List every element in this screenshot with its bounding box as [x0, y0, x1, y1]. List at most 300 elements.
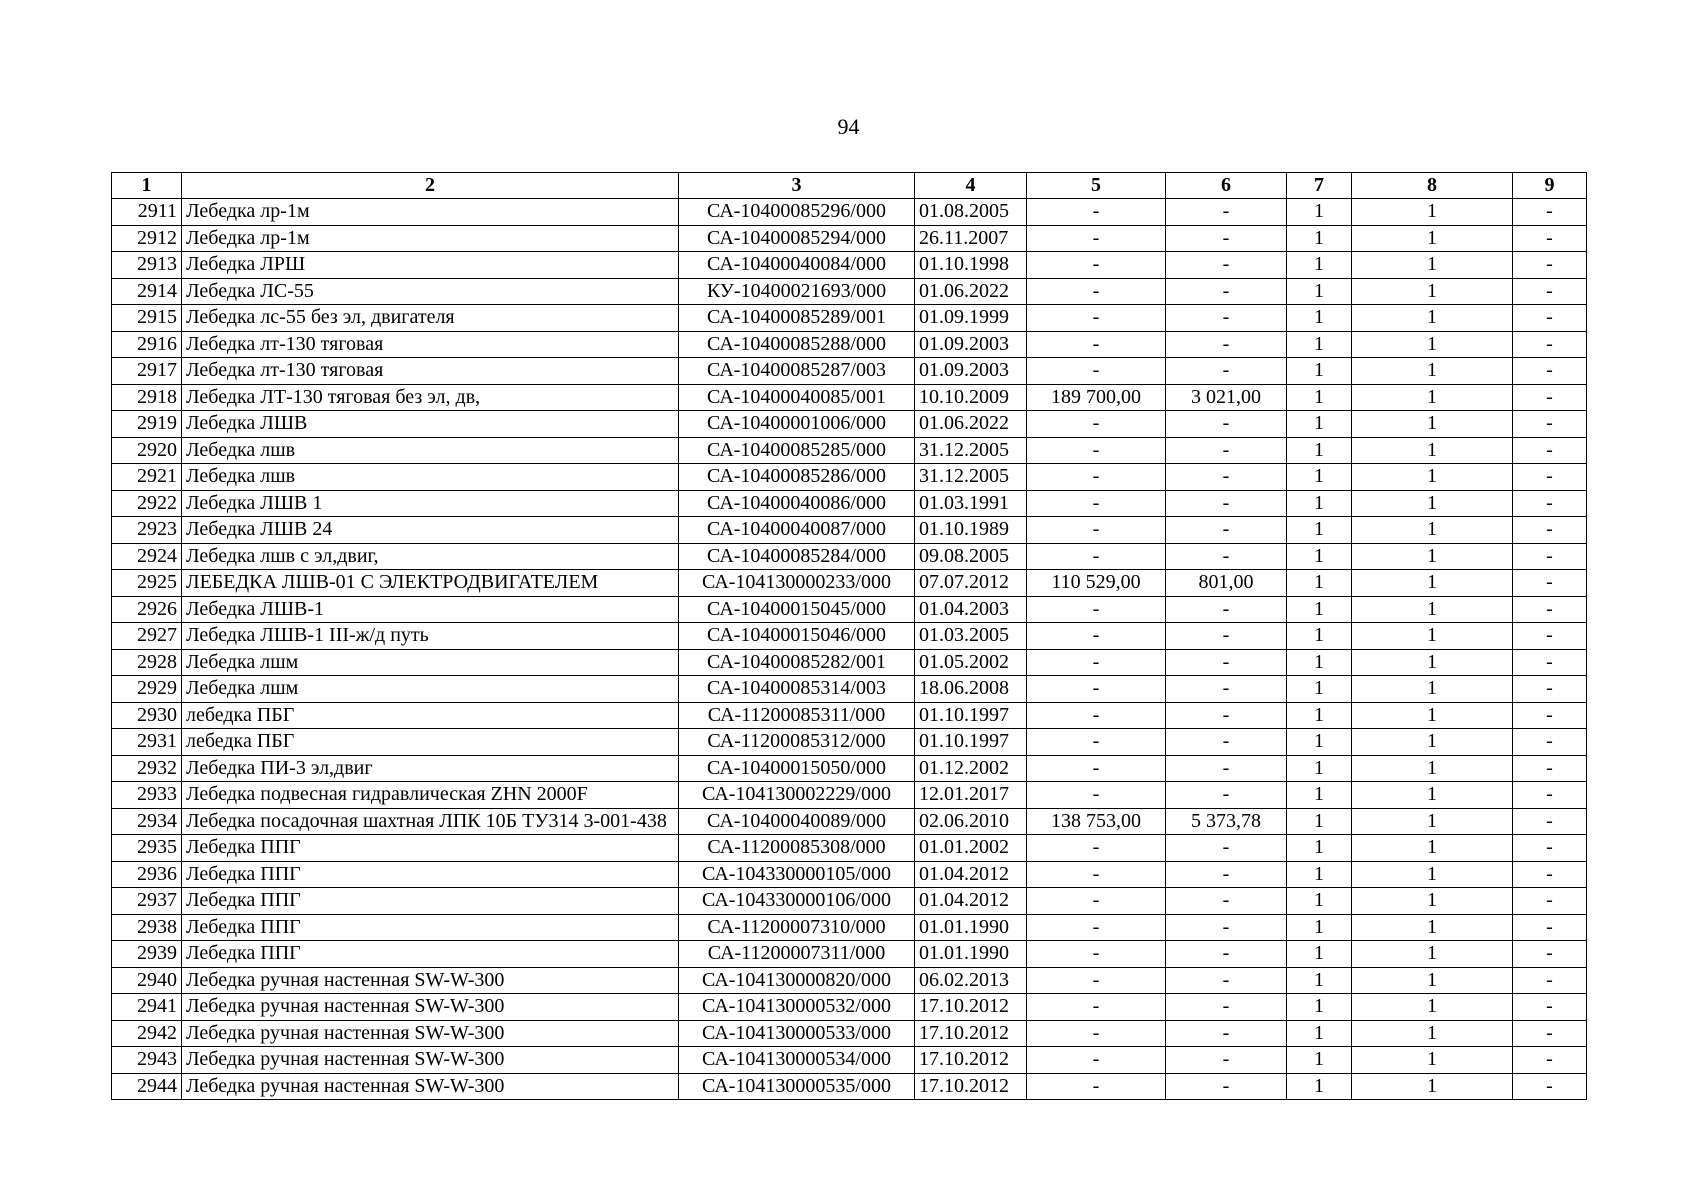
cell-inventory-code: СА-10400015050/000 [679, 755, 915, 782]
cell-item-name: Лебедка ручная настенная SW-W-300 [182, 1047, 679, 1074]
cell-inventory-code: СА-10400085285/000 [679, 437, 915, 464]
cell-inventory-code: КУ-10400021693/000 [679, 278, 915, 305]
cell-residual-value: - [1166, 1020, 1287, 1047]
cell-date: 01.09.2003 [915, 331, 1027, 358]
table-row [112, 278, 1587, 305]
cell-inventory-code: СА-104130002229/000 [679, 782, 915, 809]
cell-item-name: Лебедка ЛШВ 24 [182, 517, 679, 544]
cell-quantity-total: 1 [1352, 331, 1513, 358]
column-header: 5 [1027, 173, 1166, 199]
cell-cost-value: 110 529,00 [1027, 570, 1166, 597]
cell-row-number: 2911 [112, 199, 182, 226]
table-row [112, 570, 1587, 597]
cell-row-number: 2943 [112, 1047, 182, 1074]
cell-item-name: Лебедка ручная настенная SW-W-300 [182, 1020, 679, 1047]
cell-date: 01.01.1990 [915, 914, 1027, 941]
table-row [112, 835, 1587, 862]
cell-item-name: ЛЕБЕДКА ЛШВ-01 С ЭЛЕКТРОДВИГАТЕЛЕМ [182, 570, 679, 597]
cell-residual-value: - [1166, 464, 1287, 491]
cell-inventory-code: СА-10400015045/000 [679, 596, 915, 623]
cell-quantity-total: 1 [1352, 252, 1513, 279]
cell-row-number: 2926 [112, 596, 182, 623]
page-number: 94 [837, 114, 860, 139]
cell-note: - [1513, 1020, 1587, 1047]
cell-inventory-code: СА-10400085286/000 [679, 464, 915, 491]
cell-inventory-code: СА-11200085312/000 [679, 729, 915, 756]
cell-quantity-total: 1 [1352, 808, 1513, 835]
cell-inventory-code: СА-104330000105/000 [679, 861, 915, 888]
cell-quantity-total: 1 [1352, 490, 1513, 517]
table-row [112, 994, 1587, 1021]
cell-residual-value: - [1166, 861, 1287, 888]
cell-quantity-total: 1 [1352, 967, 1513, 994]
cell-item-name: Лебедка ручная настенная SW-W-300 [182, 994, 679, 1021]
cell-item-name: Лебедка лр-1м [182, 225, 679, 252]
cell-note: - [1513, 278, 1587, 305]
cell-date: 12.01.2017 [915, 782, 1027, 809]
cell-row-number: 2912 [112, 225, 182, 252]
cell-quantity: 1 [1287, 755, 1352, 782]
cell-residual-value: - [1166, 517, 1287, 544]
cell-residual-value: - [1166, 941, 1287, 968]
table-row [112, 623, 1587, 650]
cell-quantity: 1 [1287, 490, 1352, 517]
cell-date: 01.01.2002 [915, 835, 1027, 862]
cell-note: - [1513, 570, 1587, 597]
cell-date: 09.08.2005 [915, 543, 1027, 570]
cell-date: 10.10.2009 [915, 384, 1027, 411]
cell-quantity-total: 1 [1352, 835, 1513, 862]
cell-quantity: 1 [1287, 808, 1352, 835]
cell-cost-value: - [1027, 437, 1166, 464]
column-header: 6 [1166, 173, 1287, 199]
cell-quantity-total: 1 [1352, 755, 1513, 782]
table-row [112, 676, 1587, 703]
inventory-table [111, 172, 1587, 1100]
cell-inventory-code: СА-104130000820/000 [679, 967, 915, 994]
cell-residual-value: 5 373,78 [1166, 808, 1287, 835]
table-row [112, 437, 1587, 464]
table-row [112, 543, 1587, 570]
cell-quantity-total: 1 [1352, 570, 1513, 597]
table-row [112, 888, 1587, 915]
cell-cost-value: - [1027, 729, 1166, 756]
cell-note: - [1513, 861, 1587, 888]
cell-row-number: 2935 [112, 835, 182, 862]
cell-residual-value: 3 021,00 [1166, 384, 1287, 411]
cell-inventory-code: СА-104130000535/000 [679, 1073, 915, 1100]
cell-inventory-code: СА-10400001006/000 [679, 411, 915, 438]
cell-inventory-code: СА-104130000533/000 [679, 1020, 915, 1047]
cell-item-name: Лебедка ППГ [182, 861, 679, 888]
table-row [112, 305, 1587, 332]
cell-note: - [1513, 225, 1587, 252]
cell-quantity-total: 1 [1352, 729, 1513, 756]
cell-inventory-code: СА-104130000233/000 [679, 570, 915, 597]
cell-row-number: 2931 [112, 729, 182, 756]
cell-quantity: 1 [1287, 967, 1352, 994]
table-row [112, 755, 1587, 782]
cell-residual-value: - [1166, 755, 1287, 782]
cell-cost-value: - [1027, 623, 1166, 650]
cell-row-number: 2918 [112, 384, 182, 411]
cell-note: - [1513, 384, 1587, 411]
cell-item-name: Лебедка ППГ [182, 914, 679, 941]
cell-cost-value: - [1027, 305, 1166, 332]
cell-date: 17.10.2012 [915, 994, 1027, 1021]
cell-quantity: 1 [1287, 1047, 1352, 1074]
cell-residual-value: - [1166, 411, 1287, 438]
cell-inventory-code: СА-10400040084/000 [679, 252, 915, 279]
cell-quantity: 1 [1287, 411, 1352, 438]
cell-note: - [1513, 517, 1587, 544]
cell-cost-value: - [1027, 199, 1166, 226]
table-body [112, 199, 1587, 1100]
cell-residual-value: - [1166, 1047, 1287, 1074]
cell-inventory-code: СА-10400085284/000 [679, 543, 915, 570]
cell-cost-value: - [1027, 967, 1166, 994]
cell-quantity: 1 [1287, 623, 1352, 650]
table-row [112, 1073, 1587, 1100]
cell-item-name: Лебедка лс-55 без эл, двигателя [182, 305, 679, 332]
table-row [112, 782, 1587, 809]
cell-date: 01.01.1990 [915, 941, 1027, 968]
table-row [112, 914, 1587, 941]
cell-date: 01.06.2022 [915, 411, 1027, 438]
cell-inventory-code: СА-10400085296/000 [679, 199, 915, 226]
cell-quantity: 1 [1287, 570, 1352, 597]
column-header: 4 [915, 173, 1027, 199]
cell-quantity: 1 [1287, 384, 1352, 411]
cell-row-number: 2914 [112, 278, 182, 305]
cell-date: 31.12.2005 [915, 464, 1027, 491]
cell-residual-value: - [1166, 358, 1287, 385]
cell-residual-value: 801,00 [1166, 570, 1287, 597]
cell-cost-value: - [1027, 835, 1166, 862]
cell-date: 18.06.2008 [915, 676, 1027, 703]
cell-row-number: 2929 [112, 676, 182, 703]
cell-residual-value: - [1166, 729, 1287, 756]
cell-item-name: Лебедка ППГ [182, 888, 679, 915]
cell-note: - [1513, 1073, 1587, 1100]
cell-inventory-code: СА-10400040086/000 [679, 490, 915, 517]
cell-row-number: 2940 [112, 967, 182, 994]
column-header: 7 [1287, 173, 1352, 199]
cell-row-number: 2944 [112, 1073, 182, 1100]
cell-item-name: Лебедка лшв с эл,двиг, [182, 543, 679, 570]
cell-note: - [1513, 1047, 1587, 1074]
cell-quantity: 1 [1287, 543, 1352, 570]
table-row [112, 199, 1587, 226]
cell-date: 01.10.1997 [915, 729, 1027, 756]
cell-note: - [1513, 331, 1587, 358]
cell-cost-value: - [1027, 861, 1166, 888]
cell-residual-value: - [1166, 782, 1287, 809]
cell-cost-value: - [1027, 676, 1166, 703]
cell-cost-value: - [1027, 888, 1166, 915]
cell-date: 01.10.1989 [915, 517, 1027, 544]
cell-residual-value: - [1166, 1073, 1287, 1100]
cell-inventory-code: СА-10400040089/000 [679, 808, 915, 835]
cell-quantity: 1 [1287, 914, 1352, 941]
cell-note: - [1513, 464, 1587, 491]
cell-row-number: 2915 [112, 305, 182, 332]
cell-row-number: 2932 [112, 755, 182, 782]
cell-note: - [1513, 543, 1587, 570]
cell-note: - [1513, 967, 1587, 994]
cell-residual-value: - [1166, 888, 1287, 915]
cell-quantity: 1 [1287, 464, 1352, 491]
cell-note: - [1513, 596, 1587, 623]
table-row [112, 464, 1587, 491]
cell-quantity-total: 1 [1352, 384, 1513, 411]
cell-date: 17.10.2012 [915, 1020, 1027, 1047]
cell-date: 26.11.2007 [915, 225, 1027, 252]
column-header: 3 [679, 173, 915, 199]
cell-item-name: Лебедка ППГ [182, 835, 679, 862]
cell-quantity: 1 [1287, 437, 1352, 464]
cell-cost-value: - [1027, 1020, 1166, 1047]
cell-residual-value: - [1166, 490, 1287, 517]
cell-residual-value: - [1166, 278, 1287, 305]
cell-row-number: 2938 [112, 914, 182, 941]
table-row [112, 331, 1587, 358]
cell-quantity-total: 1 [1352, 411, 1513, 438]
cell-date: 06.02.2013 [915, 967, 1027, 994]
cell-cost-value: - [1027, 358, 1166, 385]
cell-quantity-total: 1 [1352, 596, 1513, 623]
cell-quantity-total: 1 [1352, 358, 1513, 385]
table-row [112, 1020, 1587, 1047]
cell-item-name: Лебедка лшм [182, 649, 679, 676]
cell-quantity: 1 [1287, 861, 1352, 888]
cell-inventory-code: СА-11200085308/000 [679, 835, 915, 862]
table-row [112, 517, 1587, 544]
cell-quantity: 1 [1287, 1073, 1352, 1100]
cell-cost-value: - [1027, 252, 1166, 279]
cell-cost-value: - [1027, 1047, 1166, 1074]
cell-quantity: 1 [1287, 517, 1352, 544]
cell-quantity-total: 1 [1352, 464, 1513, 491]
table-row [112, 649, 1587, 676]
cell-quantity: 1 [1287, 1020, 1352, 1047]
cell-cost-value: 138 753,00 [1027, 808, 1166, 835]
cell-note: - [1513, 914, 1587, 941]
cell-inventory-code: СА-11200007311/000 [679, 941, 915, 968]
cell-note: - [1513, 490, 1587, 517]
cell-item-name: Лебедка лшв [182, 437, 679, 464]
cell-quantity: 1 [1287, 331, 1352, 358]
cell-inventory-code: СА-11200085311/000 [679, 702, 915, 729]
cell-cost-value: - [1027, 649, 1166, 676]
cell-note: - [1513, 358, 1587, 385]
cell-quantity-total: 1 [1352, 305, 1513, 332]
cell-item-name: Лебедка ЛШВ-1 [182, 596, 679, 623]
cell-residual-value: - [1166, 914, 1287, 941]
cell-cost-value: - [1027, 225, 1166, 252]
cell-cost-value: - [1027, 464, 1166, 491]
cell-cost-value: - [1027, 755, 1166, 782]
cell-date: 31.12.2005 [915, 437, 1027, 464]
cell-cost-value: - [1027, 994, 1166, 1021]
table-row [112, 490, 1587, 517]
cell-quantity-total: 1 [1352, 517, 1513, 544]
cell-residual-value: - [1166, 649, 1287, 676]
cell-quantity-total: 1 [1352, 1073, 1513, 1100]
column-header: 2 [182, 173, 679, 199]
table-row [112, 702, 1587, 729]
cell-quantity: 1 [1287, 782, 1352, 809]
cell-item-name: Лебедка ЛШВ-1 III-ж/д путь [182, 623, 679, 650]
cell-row-number: 2924 [112, 543, 182, 570]
cell-quantity: 1 [1287, 305, 1352, 332]
cell-quantity-total: 1 [1352, 543, 1513, 570]
cell-residual-value: - [1166, 702, 1287, 729]
cell-row-number: 2917 [112, 358, 182, 385]
cell-item-name: Лебедка лр-1м [182, 199, 679, 226]
cell-quantity-total: 1 [1352, 1020, 1513, 1047]
cell-cost-value: 189 700,00 [1027, 384, 1166, 411]
cell-note: - [1513, 649, 1587, 676]
cell-quantity-total: 1 [1352, 861, 1513, 888]
cell-row-number: 2925 [112, 570, 182, 597]
cell-inventory-code: СА-10400085314/003 [679, 676, 915, 703]
cell-residual-value: - [1166, 225, 1287, 252]
cell-item-name: Лебедка лт-130 тяговая [182, 331, 679, 358]
header-row [112, 173, 1587, 199]
cell-item-name: Лебедка посадочная шахтная ЛПК 10Б ТУ314 3-001-438 [182, 808, 679, 835]
cell-quantity: 1 [1287, 676, 1352, 703]
column-header: 9 [1513, 173, 1587, 199]
cell-residual-value: - [1166, 835, 1287, 862]
cell-item-name: Лебедка ПИ-3 эл,двиг [182, 755, 679, 782]
cell-residual-value: - [1166, 543, 1287, 570]
table-row [112, 384, 1587, 411]
cell-item-name: Лебедка ЛШВ [182, 411, 679, 438]
cell-quantity-total: 1 [1352, 941, 1513, 968]
cell-note: - [1513, 835, 1587, 862]
cell-quantity: 1 [1287, 941, 1352, 968]
table-row [112, 358, 1587, 385]
cell-date: 01.04.2012 [915, 861, 1027, 888]
cell-inventory-code: СА-10400085287/003 [679, 358, 915, 385]
table-row [112, 1047, 1587, 1074]
cell-row-number: 2930 [112, 702, 182, 729]
cell-date: 01.04.2003 [915, 596, 1027, 623]
cell-cost-value: - [1027, 702, 1166, 729]
cell-inventory-code: СА-10400015046/000 [679, 623, 915, 650]
table-row [112, 252, 1587, 279]
cell-quantity: 1 [1287, 888, 1352, 915]
cell-cost-value: - [1027, 941, 1166, 968]
table-row [112, 225, 1587, 252]
cell-quantity-total: 1 [1352, 278, 1513, 305]
cell-quantity-total: 1 [1352, 225, 1513, 252]
cell-residual-value: - [1166, 676, 1287, 703]
cell-residual-value: - [1166, 252, 1287, 279]
cell-date: 17.10.2012 [915, 1047, 1027, 1074]
cell-item-name: лебедка ПБГ [182, 702, 679, 729]
cell-date: 17.10.2012 [915, 1073, 1027, 1100]
cell-quantity: 1 [1287, 199, 1352, 226]
table-row [112, 967, 1587, 994]
cell-cost-value: - [1027, 782, 1166, 809]
cell-date: 01.04.2012 [915, 888, 1027, 915]
cell-residual-value: - [1166, 623, 1287, 650]
table-row [112, 808, 1587, 835]
cell-item-name: Лебедка ЛС-55 [182, 278, 679, 305]
table-row [112, 941, 1587, 968]
cell-quantity-total: 1 [1352, 623, 1513, 650]
cell-date: 02.06.2010 [915, 808, 1027, 835]
cell-note: - [1513, 702, 1587, 729]
cell-inventory-code: СА-10400040087/000 [679, 517, 915, 544]
cell-row-number: 2941 [112, 994, 182, 1021]
cell-note: - [1513, 994, 1587, 1021]
cell-row-number: 2937 [112, 888, 182, 915]
cell-quantity-total: 1 [1352, 676, 1513, 703]
cell-row-number: 2921 [112, 464, 182, 491]
cell-item-name: Лебедка лт-130 тяговая [182, 358, 679, 385]
cell-note: - [1513, 437, 1587, 464]
cell-cost-value: - [1027, 1073, 1166, 1100]
cell-quantity: 1 [1287, 358, 1352, 385]
cell-row-number: 2934 [112, 808, 182, 835]
cell-residual-value: - [1166, 437, 1287, 464]
cell-inventory-code: СА-10400085282/001 [679, 649, 915, 676]
cell-quantity-total: 1 [1352, 702, 1513, 729]
cell-cost-value: - [1027, 543, 1166, 570]
cell-item-name: Лебедка ЛТ-130 тяговая без эл, дв, [182, 384, 679, 411]
cell-quantity-total: 1 [1352, 649, 1513, 676]
cell-note: - [1513, 676, 1587, 703]
cell-date: 01.10.1998 [915, 252, 1027, 279]
cell-item-name: Лебедка лшм [182, 676, 679, 703]
cell-note: - [1513, 729, 1587, 756]
cell-inventory-code: СА-10400040085/001 [679, 384, 915, 411]
cell-quantity: 1 [1287, 835, 1352, 862]
cell-inventory-code: СА-10400085289/001 [679, 305, 915, 332]
cell-quantity-total: 1 [1352, 782, 1513, 809]
cell-date: 01.09.2003 [915, 358, 1027, 385]
table-row [112, 596, 1587, 623]
cell-date: 01.03.2005 [915, 623, 1027, 650]
cell-date: 07.07.2012 [915, 570, 1027, 597]
column-header: 8 [1352, 173, 1513, 199]
cell-item-name: Лебедка ППГ [182, 941, 679, 968]
cell-quantity-total: 1 [1352, 1047, 1513, 1074]
cell-item-name: Лебедка ручная настенная SW-W-300 [182, 967, 679, 994]
cell-note: - [1513, 755, 1587, 782]
cell-residual-value: - [1166, 305, 1287, 332]
cell-cost-value: - [1027, 517, 1166, 544]
cell-date: 01.05.2002 [915, 649, 1027, 676]
cell-item-name: Лебедка лшв [182, 464, 679, 491]
cell-item-name: лебедка ПБГ [182, 729, 679, 756]
cell-cost-value: - [1027, 331, 1166, 358]
cell-quantity: 1 [1287, 649, 1352, 676]
cell-cost-value: - [1027, 278, 1166, 305]
cell-cost-value: - [1027, 596, 1166, 623]
cell-quantity: 1 [1287, 729, 1352, 756]
cell-row-number: 2922 [112, 490, 182, 517]
cell-residual-value: - [1166, 199, 1287, 226]
cell-row-number: 2927 [112, 623, 182, 650]
cell-note: - [1513, 411, 1587, 438]
cell-date: 01.08.2005 [915, 199, 1027, 226]
cell-residual-value: - [1166, 596, 1287, 623]
cell-row-number: 2939 [112, 941, 182, 968]
